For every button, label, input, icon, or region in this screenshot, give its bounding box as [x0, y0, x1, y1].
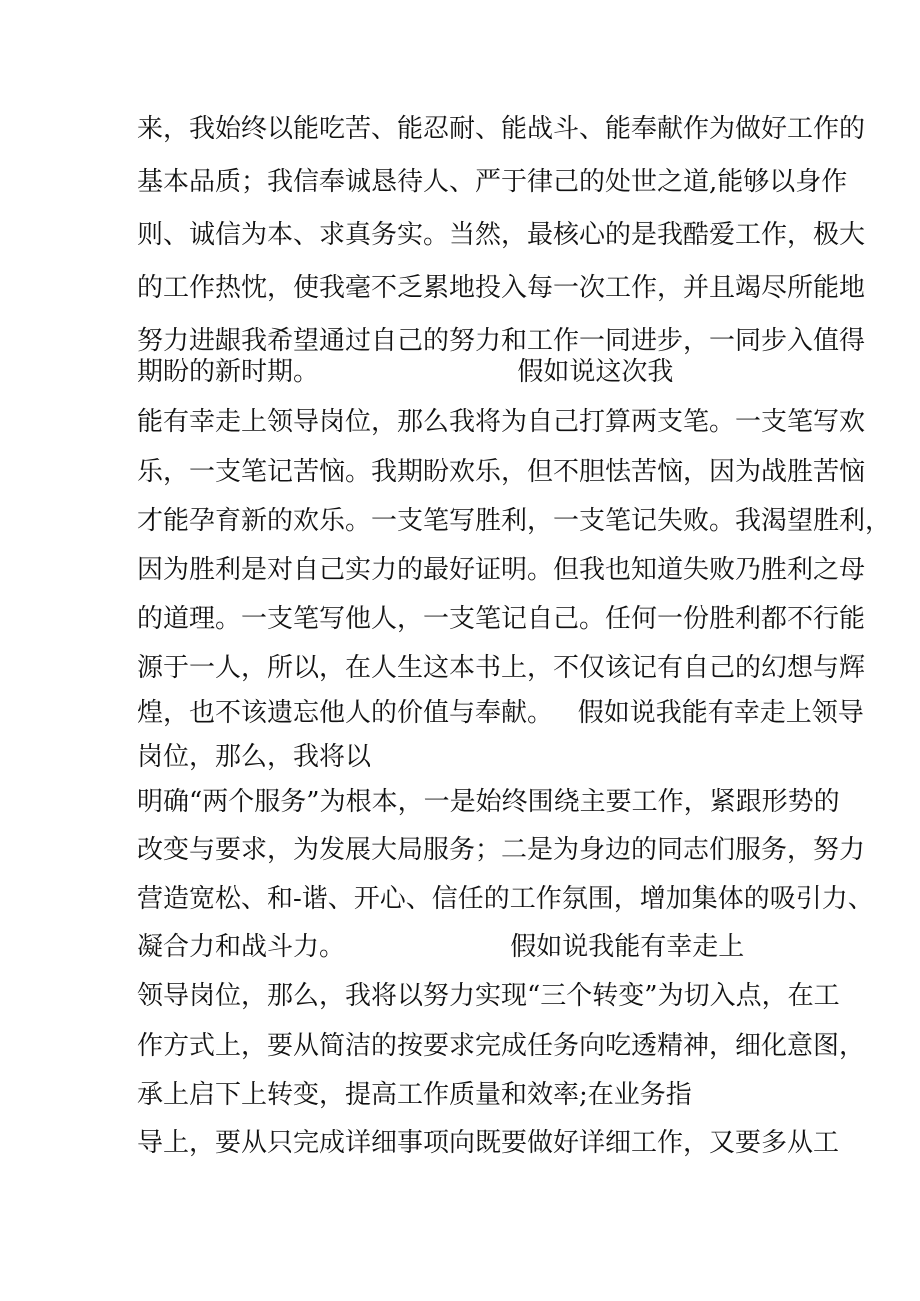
text-line: 基本品质；我信奉诚恳待人、严于律己的处世之道,能够以身作 [137, 167, 848, 197]
text-line: 乐，一支笔记苦恼。我期盼欢乐，但不胆怯苦恼，因为战胜苦恼 [137, 457, 866, 487]
text-line: 导上，要从只完成详细事项向既要做好详细工作，又要多从工 [137, 1128, 840, 1158]
text-line: 期盼的新时期。 假如说这次我 [137, 357, 674, 387]
text-line: 才能孕育新的欢乐。一支笔写胜利，一支笔记失败。我渴望胜利， [137, 506, 892, 536]
text-line: 领导岗位，那么，我将以努力实现“三个转变”为切入点，在工 [137, 981, 840, 1011]
text-line: 来，我始终以能吃苦、能忍耐、能战斗、能奉献作为做好工作的 [137, 114, 866, 144]
text-line: 煌，也不该遗忘他人的价值与奉献。 假如说我能有幸走上领导 [137, 698, 864, 728]
text-line: 能有幸走上领导岗位，那么我将为自己打算两支笔。一支笔写欢 [137, 407, 866, 437]
text-line: 承上启下上转变，提高工作质量和效率;在业务指 [137, 1080, 692, 1110]
text-line: 因为胜利是对自己实力的最好证明。但我也知道失败乃胜利之母 [137, 555, 866, 585]
text-line: 的工作热忱，使我毫不乏累地投入每一次工作，并且竭尽所能地 [137, 273, 866, 303]
text-line: 岗位，那么，我将以 [137, 742, 372, 772]
text-line: 的道理。一支笔写他人，一支笔记自己。任何一份胜利都不行能 [137, 604, 866, 634]
text-line: 作方式上，要从简洁的按要求完成任务向吃透精神，细化意图， [137, 1031, 866, 1061]
text-line: 凝合力和战斗力。 假如说我能有幸走上 [137, 932, 745, 962]
text-line: 努力进龈我希望通过自己的努力和工作一同进步，一同步入值得 [137, 326, 866, 356]
text-line: 源于一人，所以，在人生这本书上，不仅该记有自己的幻想与辉 [137, 653, 866, 683]
text-line: 营造宽松、和-谐、开心、信任的工作氛围，增加集体的吸引力、 [137, 884, 874, 914]
text-line: 改变与要求，为发展大局服务；二是为身边的同志们服务，努力 [137, 835, 866, 865]
text-line: 明确“两个服务”为根本，一是始终围绕主要工作，紧跟形势的 [137, 787, 840, 817]
text-line: 则、诚信为本、求真务实。当然，最核心的是我酷爱工作，极大 [137, 220, 866, 250]
